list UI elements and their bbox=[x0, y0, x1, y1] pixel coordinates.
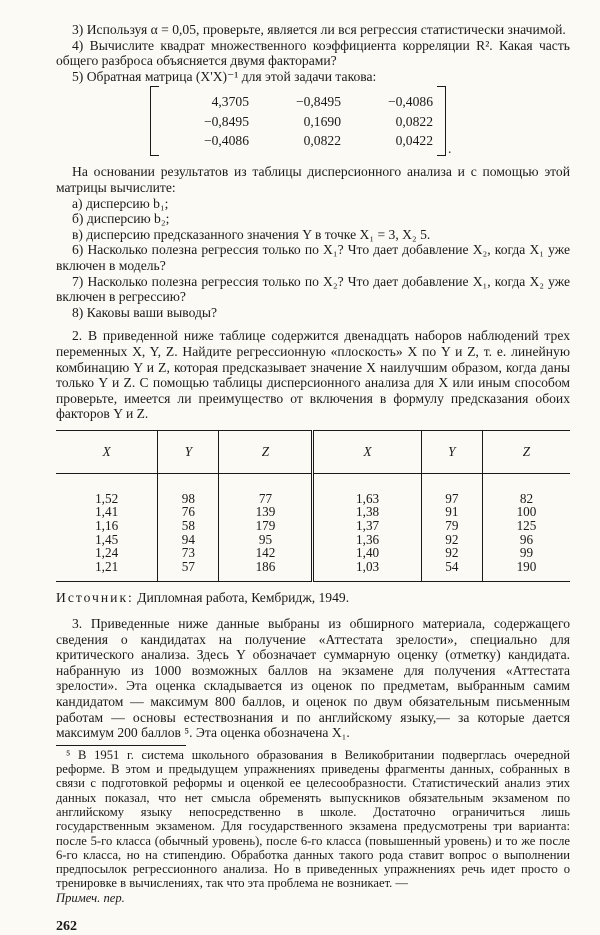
table-cell: 54 bbox=[421, 560, 482, 582]
table-cell: 96 bbox=[482, 533, 570, 547]
sub-item-a: а) дисперсию b₁; bbox=[72, 195, 169, 211]
footnote-sign: Примеч. пер. bbox=[56, 890, 125, 905]
matrix-grid bbox=[159, 94, 437, 149]
matrix-cell: −0,4086 bbox=[203, 133, 249, 149]
problem-3: 3. Приведенные ниже данные выбраны из обширного материала, содержащего сведения о кандидатах на получение «Аттестата зрелости», специально для критического анализа. Здесь Y обозначает суммарную оценку (отметку) кандидата. набранную из 1000 возможных баллов на экзамене для получения «Аттестата зрелости». Эта оценка складывается из оценок по предметам, выбранным самим кандидатом — максимум 800 баллов, и оценок по двум обязательным письменным работам — основы естествознания и по английскому языку,— за которые дается максимум 200 баллов ⁵. Эта оценка обозначена X₁. bbox=[56, 616, 570, 741]
table-header: Y bbox=[158, 430, 219, 473]
table-cell: 125 bbox=[482, 519, 570, 533]
table-cell: 1,16 bbox=[95, 518, 119, 534]
matrix-cell: 0,0422 bbox=[395, 133, 433, 149]
table-cell: 77 bbox=[219, 473, 313, 505]
data-table bbox=[56, 430, 570, 583]
table-header: X bbox=[56, 430, 158, 473]
table-cell: 190 bbox=[482, 560, 570, 582]
table-cell: 99 bbox=[482, 546, 570, 560]
table-cell: 58 bbox=[158, 519, 219, 533]
item-4: 4) Вычислите квадрат множественного коэффициента корреляции R². Какая часть общего разброса объясняется двумя факторами? bbox=[56, 37, 570, 69]
table-cell: 1,24 bbox=[95, 545, 119, 561]
item-6: 6) Насколько полезна регрессия только по X₁? Что дает добавление X₂, когда X₁ уже включен в модель? bbox=[56, 242, 570, 273]
table-row bbox=[56, 546, 570, 560]
table-row bbox=[56, 505, 570, 519]
source-label: Источник: bbox=[56, 590, 134, 606]
after-matrix-text: На основании результатов из таблицы дисперсионного анализа и с помощью этой матрицы вычислите: bbox=[56, 164, 570, 195]
table-cell: 1,52 bbox=[95, 490, 119, 506]
matrix-cell: 0,0822 bbox=[395, 113, 433, 129]
table-header: Z bbox=[219, 430, 313, 473]
table-row bbox=[56, 473, 570, 505]
table-cell: 1,38 bbox=[313, 505, 421, 519]
matrix-cell: 0,0822 bbox=[303, 133, 341, 149]
table-cell: 91 bbox=[421, 505, 482, 519]
footnote-divider bbox=[56, 745, 186, 746]
table-row bbox=[56, 519, 570, 533]
table-header: X bbox=[313, 430, 421, 473]
table-cell: 142 bbox=[219, 546, 313, 560]
table-cell: 100 bbox=[482, 505, 570, 519]
right-bracket bbox=[437, 86, 446, 156]
footnote: ⁵ В 1951 г. система школьного образования в Великобритании подверглась очередной реформе. В этом и предыдущем упражнениях приведены фрагменты данных, собранных в связи с подготовкой реформы и оценкой ее целесообразности. Статистический анализ этих данных показал, что нет смысла обременять выпускников обязательным экзаменом по английскому языку непосредственно в школе. Достаточно ограничиться лишь государственным экзаменом. Для государственного экзамена предусмотрены три варианта: после 5-го класса (обычный уровень), после 6-го класса (повышенный уровень) и то же после 6-го класса, но на стипендию. Обработка данных такого рода ставит вопрос о выполнении предпосылок регрессионного анализа. Но в приведенных упражнениях речь идет просто о тренировке в вычислениях, так что эта проблема не возникает. — bbox=[56, 747, 570, 891]
matrix-cell: −0,4086 bbox=[387, 93, 433, 109]
item-8: 8) Каковы ваши выводы? bbox=[72, 304, 218, 320]
page-number: 262 bbox=[56, 919, 77, 935]
problem-2: 2. В приведенной ниже таблице содержится двенадцать наборов наблюдений трех переменных X, Y, Z. Найдите регрессионную «плоскость» X по Y и Z, т. е. линейную комбинацию Y и Z, которая предсказывает значение X наилучшим образом, когда даны только Y и Z. С помощью таблицы дисперсионного анализа для X или иным способом проверьте, имеется ли преимущество от включения в формулу предсказания обоих факторов Y и Z. bbox=[56, 328, 570, 422]
table-cell: 1,03 bbox=[313, 560, 421, 582]
table-cell: 1,21 bbox=[56, 560, 158, 582]
source-text: Дипломная работа, Кембридж, 1949. bbox=[133, 590, 350, 606]
item-5: 5) Обратная матрица (X'X)⁻¹ для этой задачи такова: bbox=[72, 68, 377, 84]
table-row bbox=[56, 560, 570, 582]
table-cell: 1,37 bbox=[313, 519, 421, 533]
matrix-cell: −0,8495 bbox=[203, 113, 249, 129]
table-cell: 1,40 bbox=[313, 546, 421, 560]
table-cell: 1,63 bbox=[313, 473, 421, 505]
item-3: 3) Используя α = 0,05, проверьте, является ли вся регрессия статистически значимой. bbox=[72, 22, 566, 37]
table-cell: 1,45 bbox=[95, 531, 119, 547]
table-cell: 1,36 bbox=[313, 533, 421, 547]
table-cell: 92 bbox=[421, 533, 482, 547]
table-row bbox=[56, 533, 570, 547]
item-7: 7) Насколько полезна регрессия только по X₂? Что дает добавление X₁, когда X₂ уже включен в регрессию? bbox=[56, 273, 570, 305]
table-cell: 76 bbox=[158, 505, 219, 519]
sub-item-b: б) дисперсию b₂; bbox=[72, 211, 170, 227]
table-cell: 92 bbox=[421, 546, 482, 560]
table-cell: 1,41 bbox=[95, 504, 119, 520]
table-cell: 139 bbox=[219, 505, 313, 519]
sub-item-c: в) дисперсию предсказанного значения Y в точке X₁ = 3, X₂ 5. bbox=[72, 226, 431, 242]
matrix-cell: 0,1690 bbox=[303, 113, 341, 129]
table-header-row bbox=[56, 430, 570, 473]
table-cell: 98 bbox=[158, 473, 219, 505]
table-cell: 82 bbox=[482, 473, 570, 505]
matrix-cell: −0,8495 bbox=[295, 93, 341, 109]
table-cell: 186 bbox=[219, 560, 313, 582]
table-cell: 95 bbox=[219, 533, 313, 547]
table-cell: 179 bbox=[219, 519, 313, 533]
inverse-matrix: 4,3705 −0,8495 −0,4086 −0,8495 0,1690 0,0822 −0,4086 0,0822 0,0422 . bbox=[56, 86, 570, 156]
table-cell: 79 bbox=[421, 519, 482, 533]
source-line bbox=[56, 590, 570, 606]
page bbox=[56, 22, 570, 935]
table-header: Z bbox=[482, 430, 570, 473]
table-cell: 73 bbox=[158, 546, 219, 560]
table-cell: 57 bbox=[158, 560, 219, 582]
table-header: Y bbox=[421, 430, 482, 473]
table-cell: 97 bbox=[421, 473, 482, 505]
left-bracket bbox=[150, 86, 159, 156]
table-cell: 94 bbox=[158, 533, 219, 547]
matrix-cell: 4,3705 bbox=[211, 93, 249, 109]
